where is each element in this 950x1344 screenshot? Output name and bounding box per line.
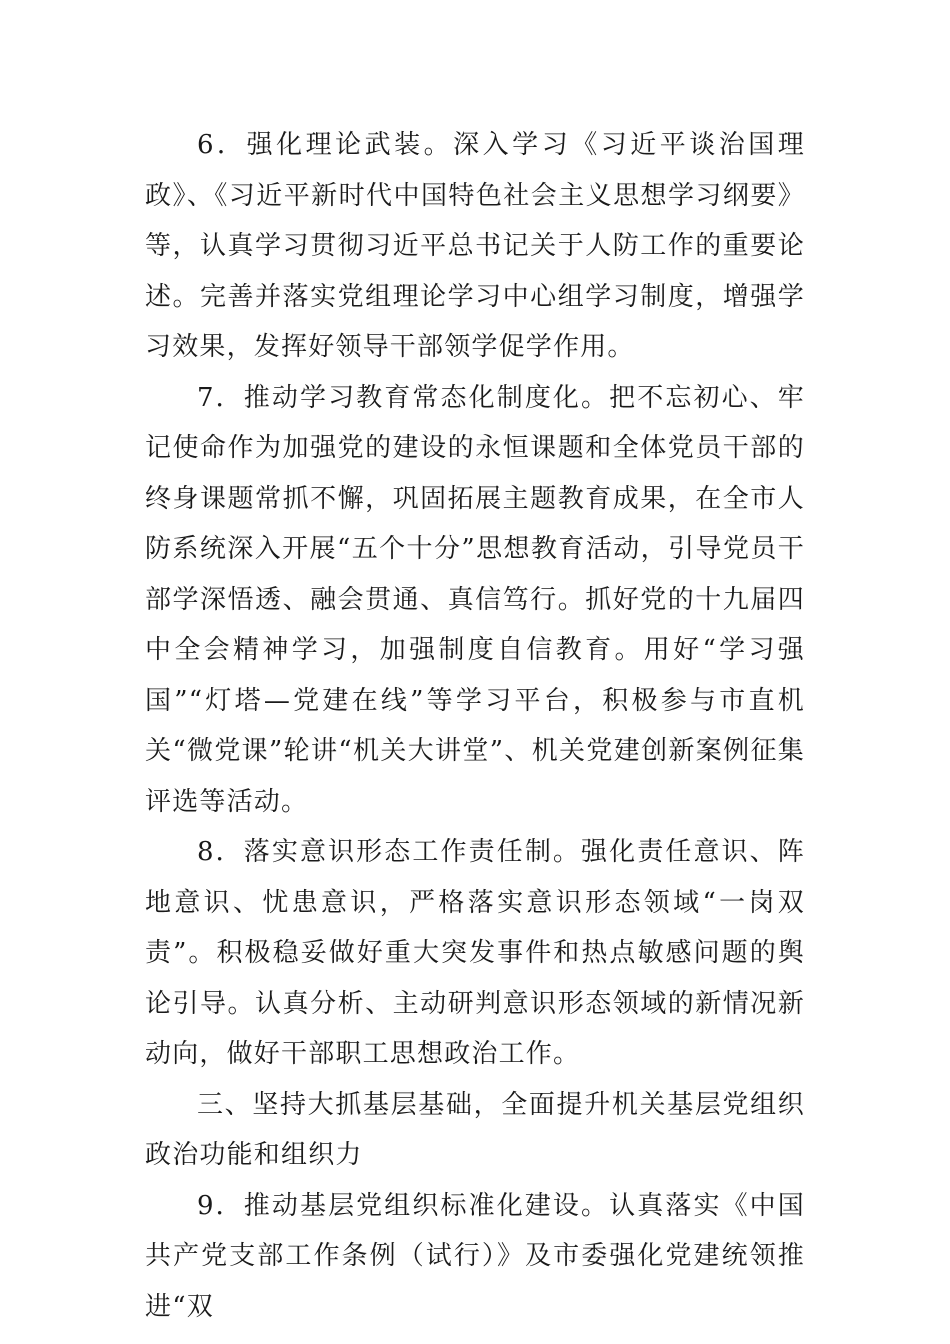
paragraph-item-9: 9．推动基层党组织标准化建设。认真落实《中国共产党支部工作条例（试行）》及市委强化党建统领推进“双 — [145, 1190, 805, 1322]
document-page — [145, 120, 805, 1332]
section-heading-3: 三、坚持大抓基层基础，全面提升机关基层党组织政治功能和组织力 — [145, 1089, 805, 1170]
paragraph-item-8: 8．落实意识形态工作责任制。强化责任意识、阵地意识、忧患意识，严格落实意识形态领域“一岗双责”。积极稳妥做好重大突发事件和热点敏感问题的舆论引导。认真分析、主动研判意识形态领域的新情况新动向，做好干部职工思想政治工作。 — [145, 837, 805, 1069]
paragraph-item-7: 7．推动学习教育常态化制度化。把不忘初心、牢记使命作为加强党的建设的永恒课题和全体党员干部的终身课题常抓不懈，巩固拓展主题教育成果，在全市人防系统深入开展“五个十分”思想教育活动，引导党员干部学深悟透、融会贯通、真信笃行。抓好党的十九届四中全会精神学习，加强制度自信教育。用好“学习强国”“灯塔—党建在线”等学习平台，积极参与市直机关“微党课”轮讲“机关大讲堂”、机关党建创新案例征集评选等活动。 — [145, 382, 805, 817]
paragraph-item-6: 6．强化理论武装。深入学习《习近平谈治国理政》、《习近平新时代中国特色社会主义思想学习纲要》等，认真学习贯彻习近平总书记关于人防工作的重要论述。完善并落实党组理论学习中心组学习制度，增强学习效果，发挥好领导干部领学促学作用。 — [145, 130, 805, 362]
